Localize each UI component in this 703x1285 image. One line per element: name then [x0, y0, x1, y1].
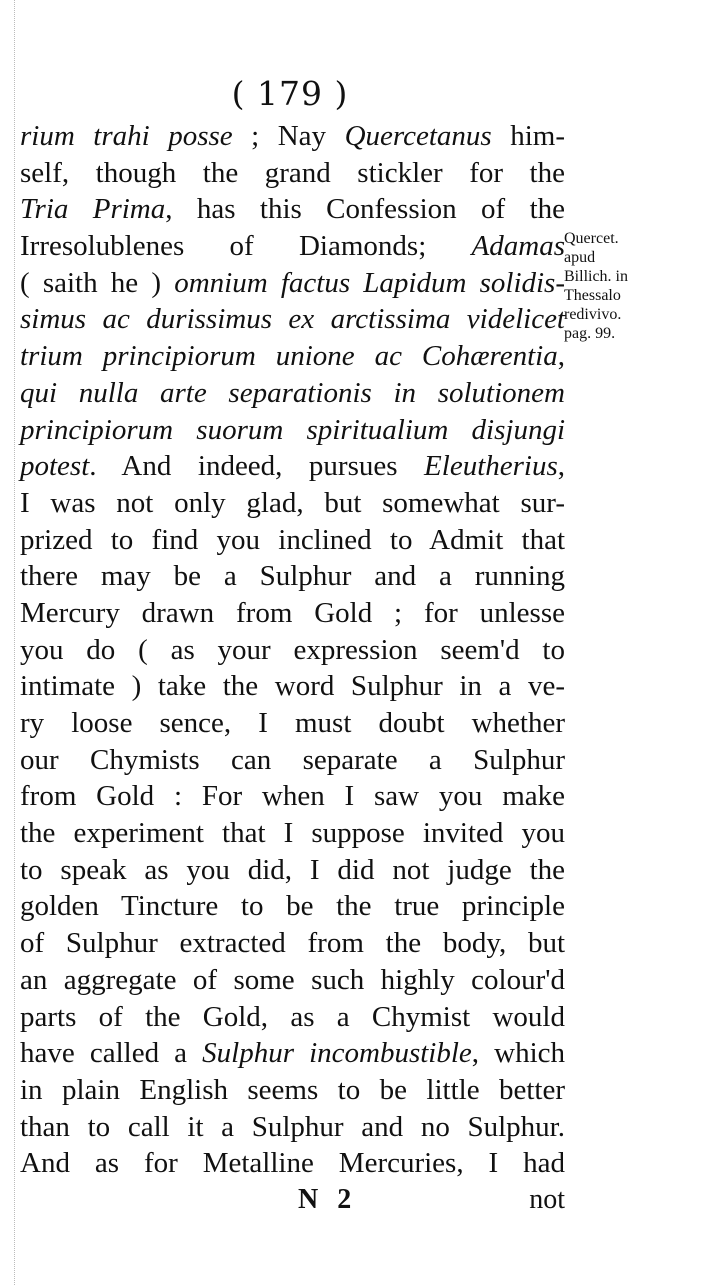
italic-span: Sulphur incombustible [202, 1037, 472, 1070]
text-line [20, 632, 565, 669]
roman-span: than to call it a Sulphur and no Sulphur. [20, 1110, 565, 1143]
text-line [20, 228, 565, 265]
text-line [20, 668, 565, 705]
roman-span: , [557, 450, 565, 483]
roman-span: Irresolublenes of Diamonds; [20, 230, 472, 263]
text-line [20, 301, 565, 338]
margin-note-line: pag. 99. [564, 325, 616, 342]
roman-span: ; Nay [232, 120, 345, 152]
text-line [20, 1109, 565, 1146]
text-line [20, 118, 565, 155]
italic-span: trium principiorum unione ac Cohærentia [20, 340, 558, 373]
text-line [20, 375, 565, 412]
roman-span: him- [491, 120, 565, 152]
text-line [20, 888, 565, 925]
roman-span: of Sulphur extracted from the body, but [20, 927, 565, 960]
text-line [20, 1145, 565, 1182]
margin-note-line: Billich. in [564, 268, 628, 285]
text-line [20, 155, 565, 192]
text-line [20, 778, 565, 815]
roman-span: ( saith he ) [20, 266, 175, 299]
roman-span: you do ( as your expression seem'd to [20, 633, 565, 666]
roman-span: , [557, 340, 565, 373]
page-footer [20, 1184, 565, 1220]
italic-span: Eleutherius [424, 450, 558, 483]
text-line [20, 448, 565, 485]
italic-span: potest [20, 450, 90, 483]
roman-span: , has this Confession of the [165, 193, 565, 226]
italic-span: principiorum suorum spiritualium disjungi [20, 413, 565, 446]
page-edge [0, 0, 15, 1285]
roman-span: there may be a Sulphur and a running [20, 560, 565, 593]
text-line [20, 925, 565, 962]
text-line [20, 338, 565, 375]
roman-span: to speak as you did, I did not judge the [20, 853, 565, 886]
italic-span: Adamas [471, 230, 565, 263]
text-line [20, 815, 565, 852]
roman-span: parts of the Gold, as a Chymist would [20, 1000, 565, 1033]
text-line [20, 412, 565, 449]
text-line [20, 852, 565, 889]
roman-span: from Gold : For when I saw you make [20, 780, 565, 813]
roman-span: have called a [20, 1037, 203, 1070]
roman-span: our Chymists can separate a Sulphur [20, 743, 565, 776]
roman-span: , which [471, 1037, 565, 1070]
italic-span: simus ac durissimus ex arctissima videlicet [20, 303, 565, 336]
roman-span: ry loose sence, I must doubt whether [20, 707, 565, 739]
italic-span: Quercetanus [344, 120, 492, 152]
roman-span: prized to find you inclined to Admit that [20, 523, 565, 556]
text-line [20, 1035, 565, 1072]
margin-note [564, 229, 684, 343]
roman-span: intimate ) take the word Sulphur in a ve- [20, 670, 565, 703]
italic-span: omnium factus Lapidum solidis- [174, 266, 565, 299]
signature-mark: N 2 [298, 1184, 358, 1215]
text-line [20, 265, 565, 302]
margin-note-line: apud [564, 249, 596, 266]
italic-span: qui nulla arte separationis in solutionem [20, 376, 565, 409]
text-line [20, 485, 565, 522]
text-line [20, 522, 565, 559]
text-line [20, 962, 565, 999]
italic-span: Tria Prima [20, 193, 166, 226]
roman-span: And as for Metalline Mercuries, I had [20, 1147, 565, 1180]
page-number: ( 179 ) [231, 74, 349, 113]
text-line [20, 1072, 565, 1109]
roman-span: Mercury drawn from Gold ; for unlesse [20, 596, 565, 629]
margin-note-line: redivivo. [564, 306, 622, 323]
text-line [20, 191, 565, 228]
text-line [20, 705, 565, 742]
catchword: not [529, 1184, 565, 1215]
text-line [20, 742, 565, 779]
italic-span: rium trahi posse [20, 120, 233, 152]
roman-span: the experiment that I suppose invited you [20, 817, 565, 850]
roman-span: golden Tincture to be the true principle [20, 890, 565, 923]
roman-span: in plain English seems to be little better [20, 1073, 565, 1106]
text-line [20, 558, 565, 595]
roman-span: an aggregate of some such highly colour'd [20, 963, 565, 996]
roman-span: self, though the grand stickler for the [20, 156, 565, 189]
roman-span: I was not only glad, but somewhat sur- [20, 486, 565, 519]
text-line [20, 595, 565, 632]
body-text [20, 118, 565, 1182]
margin-note-line: Quercet. [564, 230, 619, 247]
text-line [20, 999, 565, 1036]
roman-span: . And indeed, pursues [89, 450, 425, 483]
margin-note-line: Thessalo [564, 287, 621, 304]
